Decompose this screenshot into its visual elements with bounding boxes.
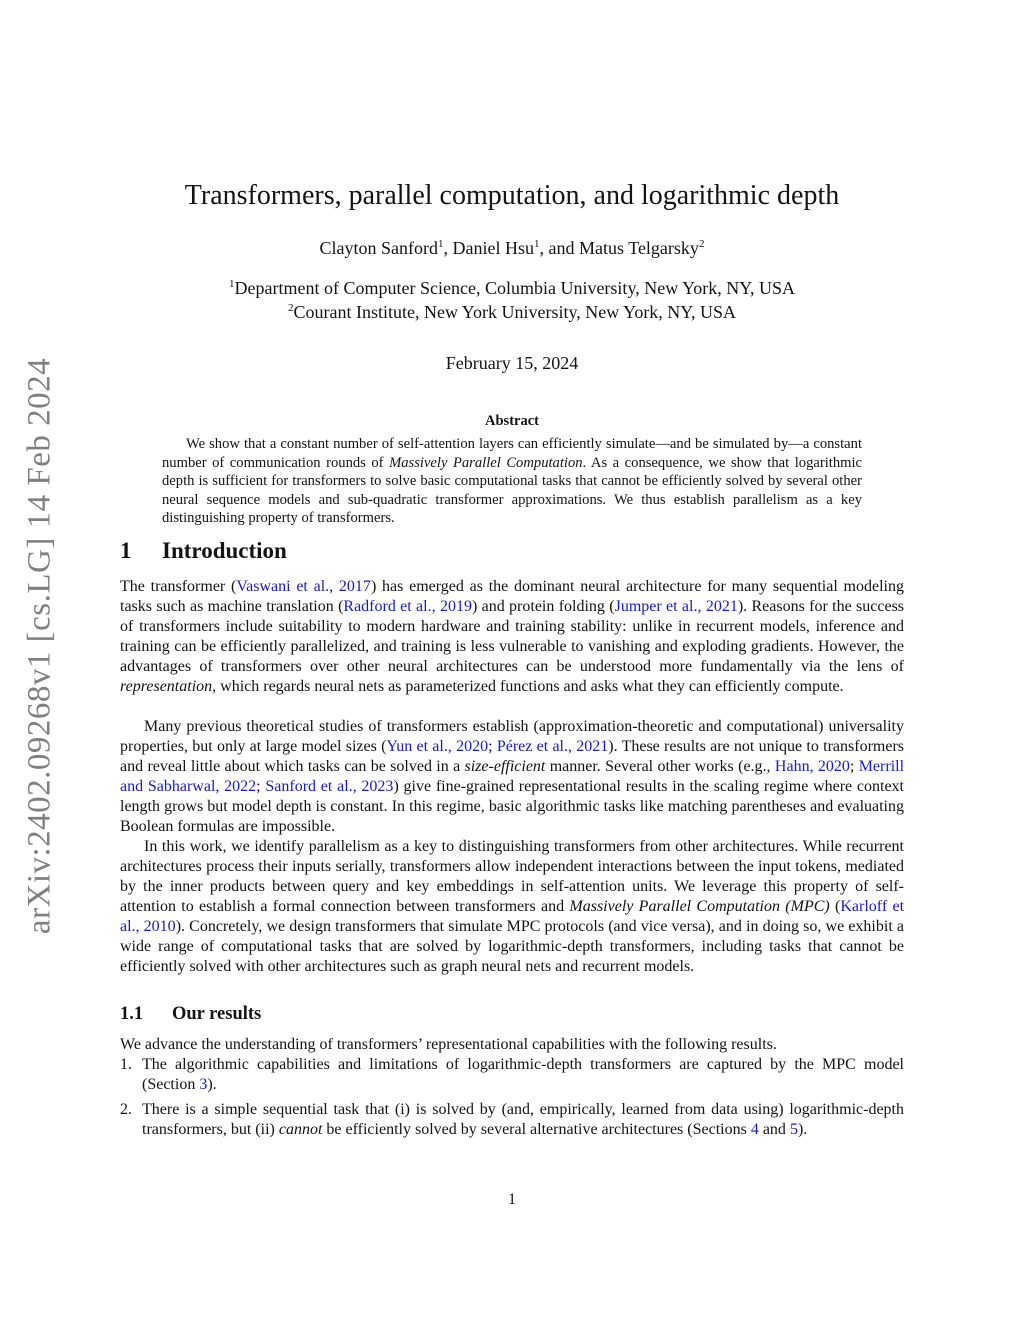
abstract-emphasis: Massively Parallel Computation: [389, 454, 583, 471]
results-intro: We advance the understanding of transformers’ representational capabilities with the following results.: [120, 1036, 777, 1053]
affiliation-mark: 2: [287, 302, 294, 314]
list-item: [120, 1100, 904, 1140]
page-number: 1: [508, 1191, 516, 1208]
list-marker: 2.: [120, 1101, 132, 1118]
citation-link[interactable]: Karloff et al., 2010: [120, 898, 905, 935]
section-number: 1: [120, 538, 132, 563]
author-name: Clayton Sanford: [319, 238, 439, 258]
affiliation: [0, 302, 1024, 323]
author-separator: , and: [539, 238, 580, 258]
author-list: [0, 238, 1024, 259]
subsection-number: 1.1: [120, 1004, 144, 1024]
paragraph-text: manner. Several other works (e.g.,: [545, 758, 775, 775]
paragraph-text: The transformer (: [120, 578, 237, 595]
paragraph-text: Many previous theoretical studies of transformers establish (approximation-theoretic and computational) universality properties, but only at large model sizes (: [120, 718, 904, 755]
citation-link[interactable]: Vaswani et al., 2017: [236, 578, 371, 595]
affiliation-mark: 1: [534, 238, 540, 250]
section-ref-link[interactable]: 4: [750, 1121, 759, 1138]
abstract-heading: Abstract: [485, 413, 539, 429]
emphasis: cannot: [278, 1121, 323, 1138]
paragraph-text: (: [829, 898, 841, 915]
section-ref-link[interactable]: 5: [789, 1121, 798, 1138]
citation-link[interactable]: Radford et al., 2019: [343, 598, 472, 615]
list-marker: 1.: [120, 1056, 132, 1073]
citation-link[interactable]: Hahn, 2020: [774, 758, 850, 775]
author-separator: ,: [443, 238, 453, 258]
paragraph-text: ;: [256, 778, 266, 795]
list-text: The algorithmic capabilities and limitations of logarithmic-depth transformers are captured by the MPC model (Section: [142, 1056, 904, 1093]
paragraph-text: ) has emerged as the dominant neural architecture for many sequential modeling tasks such as machine translation (: [120, 578, 904, 615]
affiliation-text: Courant Institute, New York University, New York, NY, USA: [293, 302, 736, 322]
list-item: [120, 1055, 904, 1095]
paragraph-text: ). Reasons for the success of transformers include suitability to modern hardware and training stability: unlike in recurrent models, inference and training can be efficiently parallelized, and training is less vulnerable to vanishing and exploding gradients. However, the advantages of transformers over other neural architectures can be understood more fundamentally via the lens of: [120, 598, 905, 675]
list-text: ).: [797, 1121, 808, 1138]
subsection-title: Our results: [172, 1004, 262, 1024]
arxiv-id[interactable]: arXiv:2402.09268v1 [cs.LG] 14 Feb 2024: [21, 357, 58, 935]
abstract-text-part: We show that a constant number of self-attention layers can efficiently simulate—and be simulated by—a constant number of communication rounds of: [162, 436, 862, 471]
abstract-text: [162, 435, 862, 528]
affiliation-mark: 1: [438, 238, 444, 250]
affiliation-mark: 1: [229, 278, 235, 290]
section-ref-link[interactable]: 3: [199, 1076, 208, 1093]
affiliation-text: Department of Computer Science, Columbia University, New York, NY, USA: [234, 278, 795, 298]
citation-link[interactable]: Merrill and Sabharwal, 2022: [120, 758, 905, 795]
paper-title: Transformers, parallel computation, and logarithmic depth: [184, 180, 840, 211]
author-name: Daniel Hsu: [452, 238, 535, 258]
citation-link[interactable]: Sanford et al., 2023: [265, 778, 394, 795]
paragraph-text: ;: [849, 758, 859, 775]
emphasis: size-efficient: [464, 758, 546, 775]
paper-date: February 15, 2024: [445, 353, 579, 373]
section-heading: [120, 538, 287, 564]
paragraph-text: ) give fine-grained representational results in the scaling regime where context length grows but model depth is constant. In this regime, basic algorithmic tasks like matching parentheses and evaluating Boolean formulas are impossible.: [120, 778, 904, 835]
list-text: There is a simple sequential task that (i) is solved by (and, empirically, learned from data using) logarithmic-depth transformers, but (ii): [142, 1101, 904, 1138]
section-title: Introduction: [162, 538, 287, 563]
list-text: ).: [207, 1076, 217, 1093]
emphasis: Massively Parallel Computation (MPC): [569, 898, 830, 915]
paragraph-text: , which regards neural nets as parameterized functions and asks what they can efficiently compute.: [212, 678, 844, 695]
paragraph-text: ). Concretely, we design transformers that simulate MPC protocols (and vice versa), and in doing so, we exhibit a wide range of computational tasks that are solved by logarithmic-depth transformers, including tasks that cannot be efficiently solved with other architectures such as graph neural nets and recurrent models.: [120, 918, 904, 975]
citation-link[interactable]: Jumper et al., 2021: [614, 598, 738, 615]
paragraph-text: ;: [488, 738, 497, 755]
citation-link[interactable]: Yun et al., 2020: [386, 738, 489, 755]
paragraph-text: In this work, we identify parallelism as a key to distinguishing transformers from other architectures. While recurrent architectures process their inputs serially, transformers allow independent interactions between the input tokens, mediated by the inner products between query and key embeddings in self-attention units. We leverage this property of self-attention to establish a formal connection between transformers and: [120, 838, 904, 915]
author-name: Matus Telgarsky: [579, 238, 699, 258]
paragraph-text: ). These results are not unique to transformers and reveal little about which tasks can be solved in a: [120, 738, 905, 775]
affiliation: [0, 278, 1024, 299]
citation-link[interactable]: Pérez et al., 2021: [496, 738, 609, 755]
intro-paragraph-1: [120, 577, 904, 697]
list-text: be efficiently solved by several alternative architectures (Sections: [322, 1121, 751, 1138]
subsection-heading: [120, 1004, 261, 1025]
emphasis: representation: [120, 678, 213, 695]
list-text: and: [758, 1121, 790, 1138]
paragraph-text: ) and protein folding (: [471, 598, 615, 615]
results-list: [120, 1055, 904, 1140]
intro-paragraph-3: [120, 837, 904, 977]
affiliation-mark: 2: [698, 238, 705, 250]
intro-paragraph-2: [120, 717, 904, 837]
abstract-text-part: . As a consequence, we show that logarithmic depth is sufficient for transformers to solve basic computational tasks that cannot be efficiently solved by several other neural sequence models and sub-quadratic transformer approximations. We thus establish parallelism as a key distinguishing property of transformers.: [162, 454, 862, 527]
